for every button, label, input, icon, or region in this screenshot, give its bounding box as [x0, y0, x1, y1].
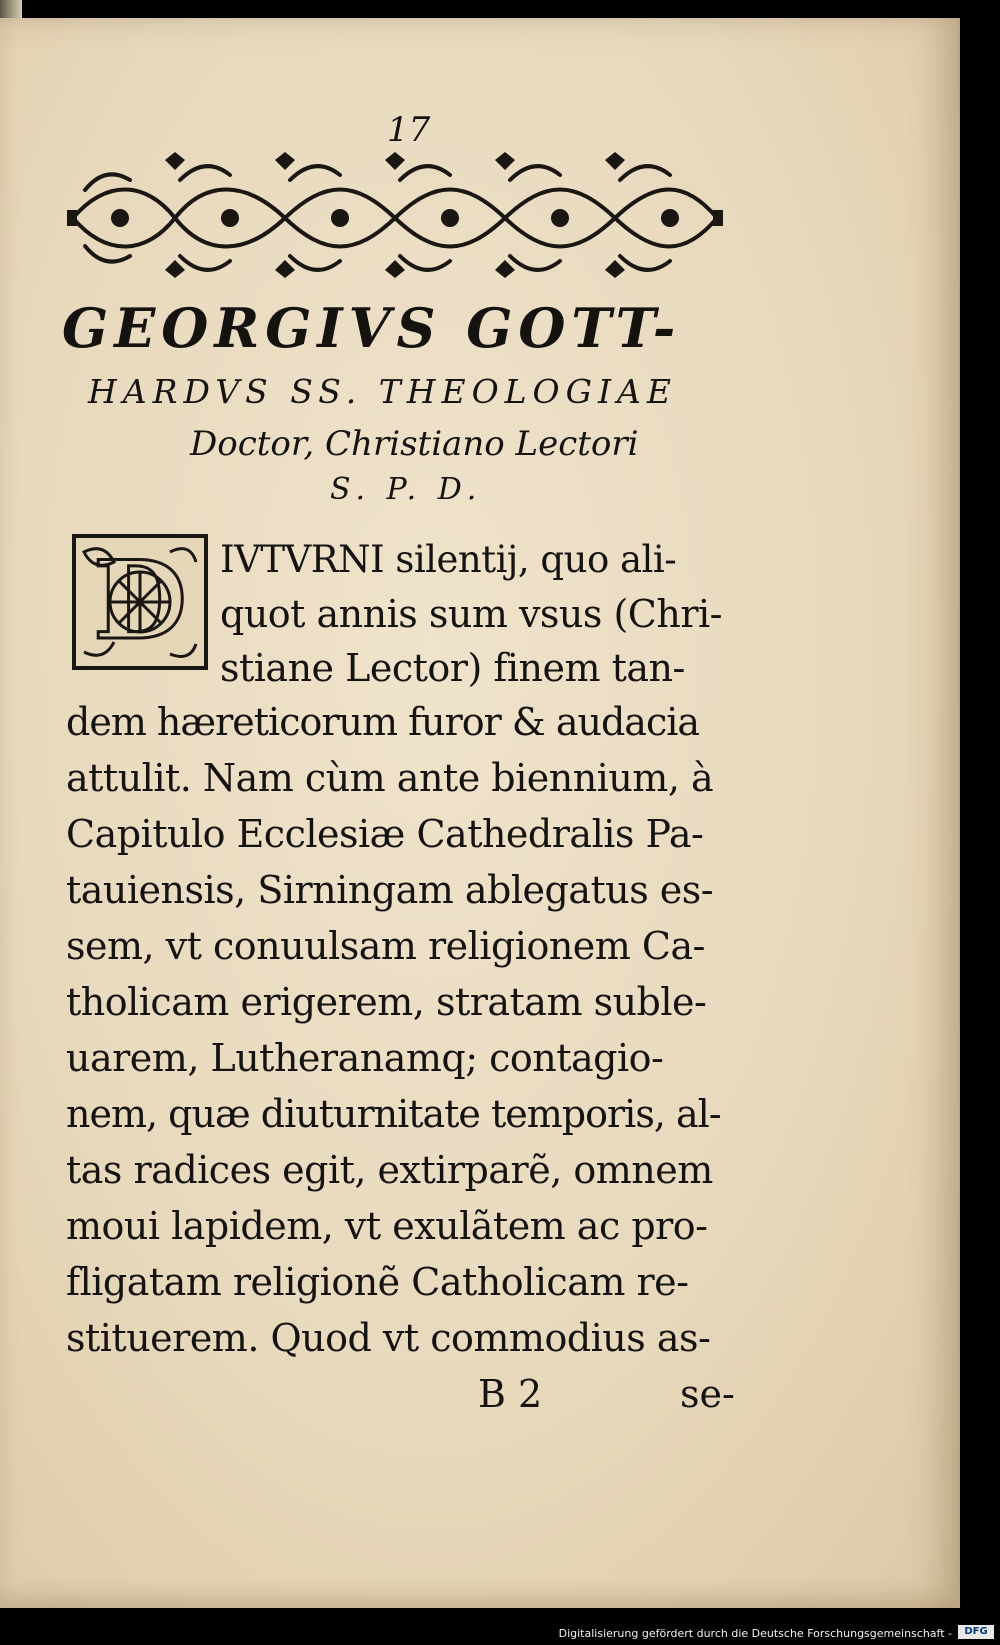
- decorated-initial-letter: [70, 532, 210, 672]
- heading-author-line-2: HARDVS SS. THEOLOGIAE: [88, 372, 677, 411]
- text-line: nem, quæ diuturnitate temporis, al-: [66, 1092, 721, 1136]
- text-line: stituerem. Quod vt commodius as-: [66, 1316, 711, 1360]
- text-line: tauiensis, Sirningam ablegatus es-: [66, 868, 714, 912]
- text-line: stiane Lector) finem tan-: [220, 646, 685, 690]
- dfg-logo-icon: DFG: [958, 1625, 994, 1639]
- page-number: 17: [387, 110, 431, 150]
- signature-mark: B 2: [478, 1372, 543, 1416]
- text-line: tas radices egit, extirparẽ, omnem: [66, 1148, 713, 1192]
- svg-text:D: D: [93, 538, 187, 664]
- text-line: dem hæreticorum furor & audacia: [66, 700, 700, 744]
- text-line: attulit. Nam cùm ante biennium, à: [66, 756, 714, 800]
- text-line: uarem, Lutheranamq; contagio-: [66, 1036, 664, 1080]
- heading-author-line-1: GEORGIVS GOTT-: [62, 296, 682, 360]
- text-line: fligatam religionẽ Catholicam re-: [66, 1260, 689, 1304]
- text-line: IVTVRNI silentij, quo ali-: [220, 538, 677, 581]
- text-line: Capitulo Ecclesiæ Cathedralis Pa-: [66, 812, 704, 856]
- text-line: tholicam erigerem, stratam suble-: [66, 980, 707, 1024]
- heading-salutation-line: S. P. D.: [330, 472, 483, 507]
- text-line: quot annis sum vsus (Chri-: [220, 592, 723, 636]
- catchword: se-: [680, 1372, 735, 1416]
- digitization-credit: Digitalisierung gefördert durch die Deutsche Forschungsgemeinschaft -: [558, 1627, 952, 1640]
- text-line: moui lapidem, vt exulãtem ac pro-: [66, 1204, 708, 1248]
- text-line: sem, vt conuulsam religionem Ca-: [66, 924, 705, 968]
- decorative-headpiece-ornament: [65, 150, 725, 280]
- heading-dedication-line: Doctor, Christiano Lectori: [190, 424, 639, 464]
